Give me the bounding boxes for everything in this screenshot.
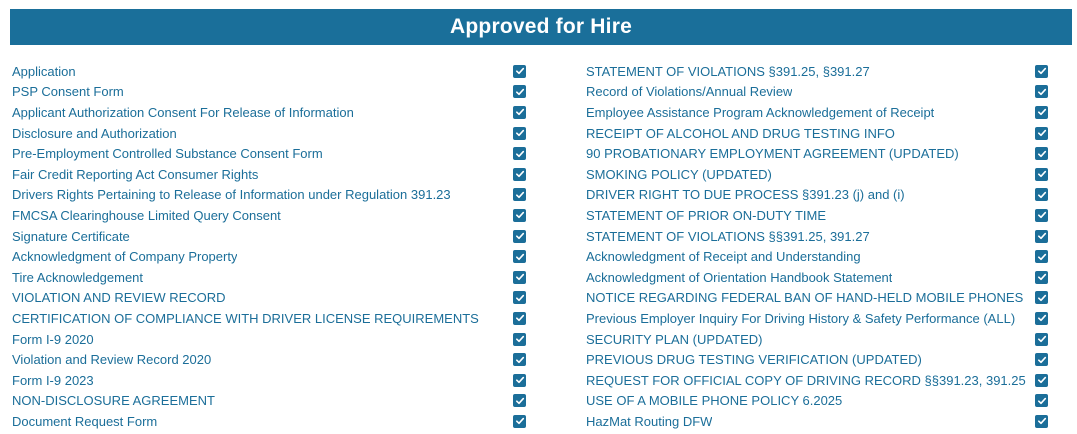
checkbox[interactable] [1035,394,1048,407]
checkmark-icon [1037,149,1047,159]
checklist-row [586,102,1048,123]
checklist-item-label: Violation and Review Record 2020 [12,352,212,368]
checklist-item-label: HazMat Routing DFW [586,413,713,429]
checklist-item-label: CERTIFICATION OF COMPLIANCE WITH DRIVER LICENSE REQUIREMENTS [12,310,479,326]
checklist-item-label: Acknowledgment of Company Property [12,249,238,265]
checklist-row [12,267,526,288]
checkmark-icon [515,128,525,138]
checkbox[interactable] [1035,312,1048,325]
checkbox[interactable] [1035,85,1048,98]
checkmark-icon [515,396,525,406]
checkbox[interactable] [513,353,526,366]
checklist-row [12,288,526,309]
checklist-row [586,123,1048,144]
checkbox[interactable] [513,394,526,407]
checkbox[interactable] [1035,271,1048,284]
checklist-item-label: STATEMENT OF VIOLATIONS §§391.25, 391.27 [586,228,870,244]
checklist-item-label: PREVIOUS DRUG TESTING VERIFICATION (UPDATED) [586,352,922,368]
checklist-item-label: STATEMENT OF PRIOR ON-DUTY TIME [586,207,827,223]
checklist-row [586,61,1048,82]
checkmark-icon [1037,416,1047,426]
checkmark-icon [515,252,525,262]
checklist-row [12,226,526,247]
checklist-item-label: STATEMENT OF VIOLATIONS §391.25, §391.27 [586,63,870,79]
checkbox[interactable] [1035,209,1048,222]
checkmark-icon [515,416,525,426]
checklist-row [12,61,526,82]
checkbox[interactable] [1035,106,1048,119]
checklist-row [586,411,1048,432]
checkmark-icon [515,375,525,385]
checklist-row [586,370,1048,391]
checkbox[interactable] [513,106,526,119]
checklist-row [586,246,1048,267]
checklist-item-label: Applicant Authorization Consent For Release of Information [12,104,354,120]
checkbox[interactable] [513,333,526,346]
checklist-row [586,205,1048,226]
checklist-item-label: Acknowledgment of Receipt and Understanding [586,249,861,265]
checkbox[interactable] [1035,168,1048,181]
checkbox[interactable] [1035,127,1048,140]
checklist-row [12,411,526,432]
checklist-row [12,370,526,391]
checklist-row [12,185,526,206]
checklist-row [586,349,1048,370]
checklist-row [12,102,526,123]
checkbox[interactable] [513,188,526,201]
checkbox[interactable] [1035,415,1048,428]
checklist-row [12,123,526,144]
checklist-row [12,164,526,185]
checklist-row [12,246,526,267]
checkbox[interactable] [513,168,526,181]
checklist-row [586,267,1048,288]
section-header [10,9,1072,45]
checklist-row [586,226,1048,247]
checklist-row [12,308,526,329]
checkmark-icon [1037,107,1047,117]
checklist-item-label: SECURITY PLAN (UPDATED) [586,331,763,347]
checkmark-icon [515,313,525,323]
checklist-row [586,164,1048,185]
checkmark-icon [1037,128,1047,138]
checkmark-icon [1037,190,1047,200]
checkmark-icon [515,293,525,303]
checkbox[interactable] [513,250,526,263]
right-checklist [586,61,1048,432]
checklist-item-label: Previous Employer Inquiry For Driving History & Safety Performance (ALL) [586,310,1016,326]
checkmark-icon [515,87,525,97]
checkmark-icon [1037,313,1047,323]
checkbox[interactable] [513,271,526,284]
checklist-item-label: SMOKING POLICY (UPDATED) [586,166,772,182]
checkmark-icon [1037,334,1047,344]
checkbox[interactable] [513,374,526,387]
checklist-row [586,185,1048,206]
checklist-row [586,329,1048,350]
checklist-item-label: Signature Certificate [12,228,130,244]
checkmark-icon [515,210,525,220]
checkmark-icon [1037,87,1047,97]
checklist-item-label: Tire Acknowledgement [12,269,144,285]
checkmark-icon [1037,66,1047,76]
checkbox[interactable] [1035,230,1048,243]
checkbox[interactable] [1035,291,1048,304]
checklist-item-label: Fair Credit Reporting Act Consumer Rights [12,166,259,182]
checkbox[interactable] [513,85,526,98]
checkbox[interactable] [1035,333,1048,346]
checklist-item-label: NON-DISCLOSURE AGREEMENT [12,393,215,409]
checkmark-icon [1037,169,1047,179]
checklist-row [12,349,526,370]
checkbox[interactable] [513,230,526,243]
checkmark-icon [1037,293,1047,303]
checklist-item-label: Record of Violations/Annual Review [586,84,793,100]
checklist-item-label: 90 PROBATIONARY EMPLOYMENT AGREEMENT (UPDATED) [586,146,959,162]
checkbox[interactable] [513,415,526,428]
checklist-item-label: RECEIPT OF ALCOHOL AND DRUG TESTING INFO [586,125,895,141]
checkmark-icon [1037,396,1047,406]
checkmark-icon [515,169,525,179]
checklist-item-label: VIOLATION AND REVIEW RECORD [12,290,226,306]
checkmark-icon [1037,231,1047,241]
checklist-row [12,143,526,164]
checkmark-icon [515,107,525,117]
checklist-row [586,143,1048,164]
checklist-row [586,391,1048,412]
checkmark-icon [1037,272,1047,282]
checklist-row [12,391,526,412]
checkbox[interactable] [1035,374,1048,387]
checkbox[interactable] [1035,353,1048,366]
checkbox[interactable] [1035,65,1048,78]
checkbox[interactable] [1035,250,1048,263]
checklist-item-label: Acknowledgment of Orientation Handbook Statement [586,269,893,285]
checkbox[interactable] [513,127,526,140]
checkmark-icon [515,355,525,365]
checkbox[interactable] [513,147,526,160]
checkmark-icon [1037,252,1047,262]
checklist-row [586,82,1048,103]
checkbox[interactable] [1035,188,1048,201]
checkmark-icon [1037,210,1047,220]
checklist-row [12,329,526,350]
checklist-item-label: Drivers Rights Pertaining to Release of Information under Regulation 391.23 [12,187,451,203]
checklist-row [586,288,1048,309]
checklist-item-label: Employee Assistance Program Acknowledgement of Receipt [586,104,935,120]
checklist-item-label: USE OF A MOBILE PHONE POLICY 6.2025 [586,393,843,409]
left-checklist [12,61,526,432]
checkmark-icon [1037,355,1047,365]
checkmark-icon [515,231,525,241]
checklist-row [12,82,526,103]
checkbox[interactable] [513,291,526,304]
checkmark-icon [515,334,525,344]
checklist-item-label: Application [12,63,76,79]
checklist-item-label: Disclosure and Authorization [12,125,177,141]
checkmark-icon [515,190,525,200]
checkbox[interactable] [1035,147,1048,160]
checkmark-icon [1037,375,1047,385]
checklist-row [586,308,1048,329]
checkmark-icon [515,272,525,282]
checkbox[interactable] [513,209,526,222]
checklist-item-label: FMCSA Clearinghouse Limited Query Consent [12,207,281,223]
section-title: Approved for Hire [450,15,632,38]
checklist-item-label: REQUEST FOR OFFICIAL COPY OF DRIVING RECORD §§391.23, 391.25 [586,372,1026,388]
checkbox[interactable] [513,312,526,325]
checklist-item-label: Document Request Form [12,413,158,429]
checkmark-icon [515,66,525,76]
checklist-item-label: NOTICE REGARDING FEDERAL BAN OF HAND-HELD MOBILE PHONES [586,290,1024,306]
checklist-item-label: DRIVER RIGHT TO DUE PROCESS §391.23 (j) and (i) [586,187,905,203]
checkmark-icon [515,149,525,159]
checklist-item-label: PSP Consent Form [12,84,124,100]
checklist-item-label: Form I-9 2020 [12,331,94,347]
checklist-item-label: Pre-Employment Controlled Substance Consent Form [12,146,323,162]
checkbox[interactable] [513,65,526,78]
checklist-row [12,205,526,226]
checklist-item-label: Form I-9 2023 [12,372,94,388]
